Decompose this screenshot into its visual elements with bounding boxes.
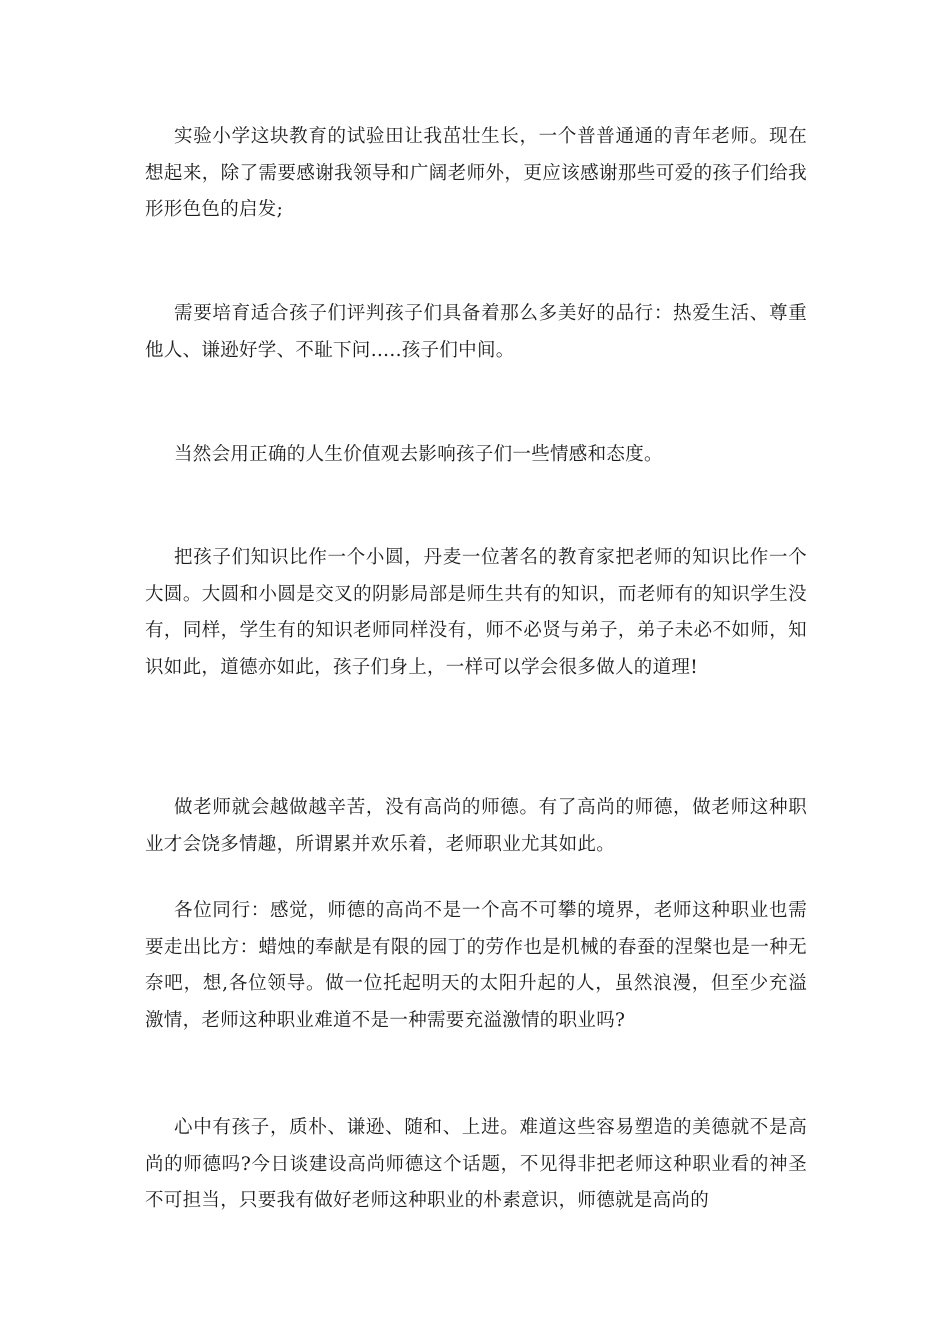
paragraph-5: 做老师就会越做越辛苦，没有高尚的师德。有了高尚的师德，做老师这种职业才会饶多情趣，所谓累并欢乐着，老师职业尤其如此。: [145, 797, 807, 855]
paragraph-3: 当然会用正确的人生价值观去影响孩子们一些情感和态度。: [174, 444, 663, 465]
paragraph-2: 需要培育适合孩子们评判孩子们具备着那么多美好的品行：热爱生活、尊重他人、谦逊好学、不耻下问…..孩子们中间。: [145, 303, 807, 361]
paragraph-7: 心中有孩子，质朴、谦逊、随和、上进。难道这些容易塑造的美德就不是高尚的师德吗?今日谈建设高尚师德这个话题，不见得非把老师这种职业看的神圣不可担当，只要我有做好老师这种职业的朴素意识，师德就是高尚的: [145, 1117, 807, 1211]
paragraph-1: 实验小学这块教育的试验田让我茁壮生长，一个普普通通的青年老师。现在想起来，除了需要感谢我领导和广阔老师外，更应该感谢那些可爱的孩子们给我形形色色的启发;: [145, 126, 807, 220]
paragraph-4: 把孩子们知识比作一个小圆，丹麦一位著名的教育家把老师的知识比作一个大圆。大圆和小圆是交叉的阴影局部是师生共有的知识，而老师有的知识学生没有，同样，学生有的知识老师同样没有，师不必贤与弟子，弟子未必不如师，知识如此，道德亦如此，孩子们身上，一样可以学会很多做人的道理!: [145, 547, 807, 678]
paragraph-6: 各位同行：感觉，师德的高尚不是一个高不可攀的境界，老师这种职业也需要走出比方：蜡烛的奉献是有限的园丁的劳作也是机械的春蚕的涅槃也是一种无奈吧，想,各位领导。做一位托起明天的太阳升起的人，虽然浪漫，但至少充溢激情，老师这种职业难道不是一种需要充溢激情的职业吗?: [145, 900, 807, 1031]
